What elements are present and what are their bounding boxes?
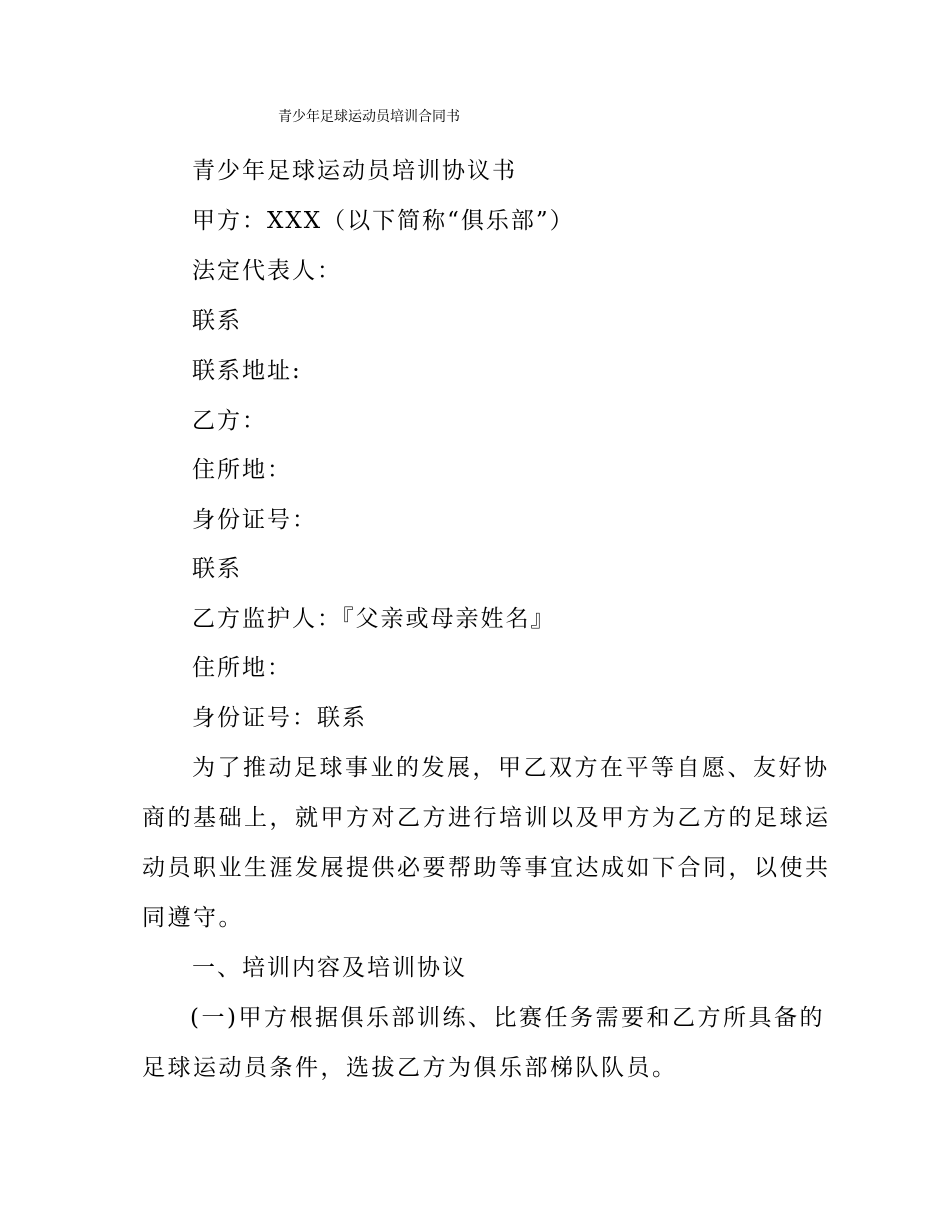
document-title: 青少年足球运动员培训协议书 [192, 158, 517, 184]
party-a-line: 甲方：XXX（以下简称“俱乐部”） [192, 208, 575, 234]
clause-line: (一)甲方根据俱乐部训练、比赛任务需要和乙方所具备的 [190, 1005, 825, 1031]
party-b-residence-line: 住所地： [192, 457, 292, 483]
party-b-line: 乙方： [192, 408, 267, 434]
guardian-residence-line: 住所地： [192, 655, 292, 681]
guardian-line: 乙方监护人：『父亲或母亲姓名』 [192, 606, 556, 632]
party-a-address-line: 联系地址: [192, 358, 302, 384]
preamble-line: 动员职业生涯发展提供必要帮助等事宜达成如下合同，以使共 [142, 855, 831, 881]
party-b-id-line: 身份证号： [192, 507, 317, 533]
preamble-line: 同遵守。 [142, 905, 244, 931]
legal-representative-line: 法定代表人： [192, 258, 342, 284]
clause-line: 足球运动员条件，选拔乙方为俱乐部梯队队员。 [142, 1055, 678, 1081]
party-a-contact-line: 联系 [192, 308, 242, 334]
guardian-id-line: 身份证号：联系 [192, 705, 367, 731]
running-header: 青少年足球运动员培训合同书 [278, 109, 460, 125]
preamble-line: 为了推动足球事业的发展，甲乙双方在平等自愿、友好协 [192, 755, 830, 781]
party-b-contact-line: 联系 [192, 556, 242, 582]
section-heading: 一、培训内容及培训协议 [192, 955, 467, 981]
preamble-line: 商的基础上，就甲方对乙方进行培训以及甲方为乙方的足球运 [142, 805, 831, 831]
